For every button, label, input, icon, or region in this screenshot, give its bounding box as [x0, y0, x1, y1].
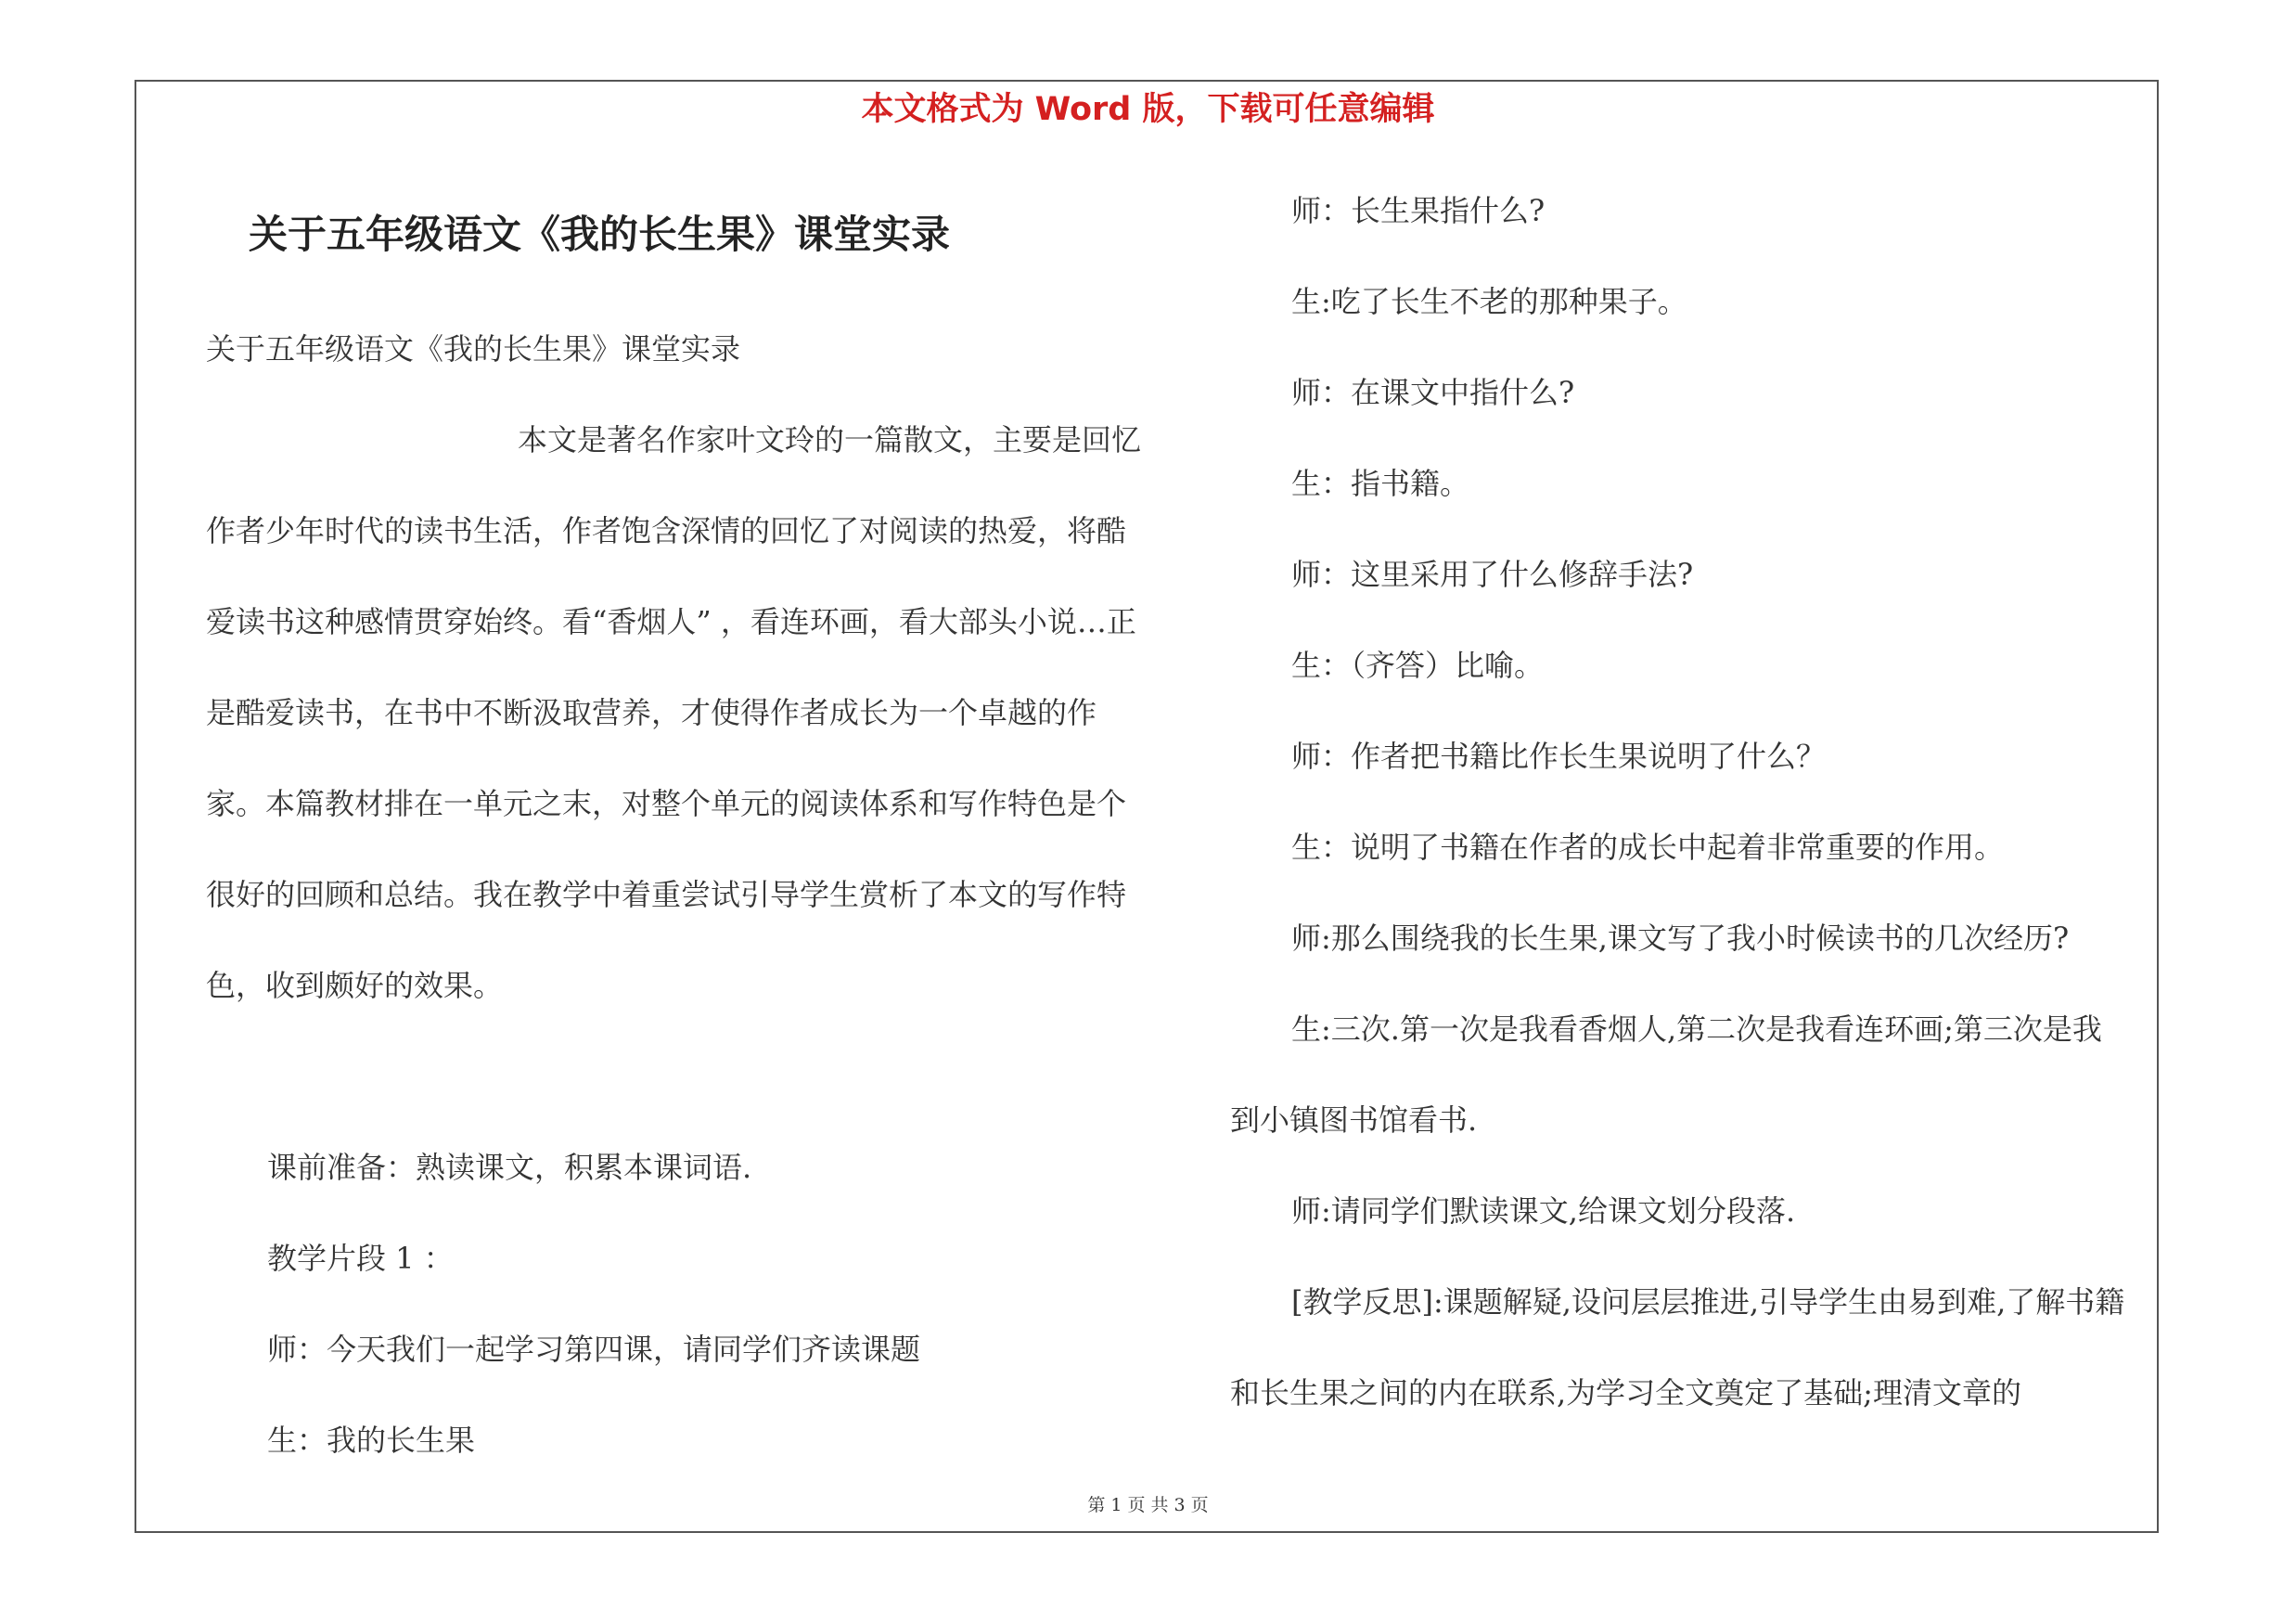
dialogue-line: 生：（齐答）比喻。 — [1291, 648, 1545, 683]
dialogue-line: 师:那么围绕我的长生果,课文写了我小时候读书的几次经历? — [1291, 921, 2070, 956]
format-banner: 本文格式为 Word 版，下载可任意编辑 — [861, 91, 1435, 128]
subtitle: 关于五年级语文《我的长生果》课堂实录 — [206, 331, 741, 367]
left-column — [206, 303, 1143, 1486]
dialogue-line: 师:请同学们默读课文,给课文划分段落. — [1291, 1193, 1796, 1229]
page-number: 第 1 页 共 3 页 — [1087, 1495, 1209, 1515]
dialogue-line: 师：今天我们一起学习第四课，请同学们齐读课题 — [267, 1332, 921, 1367]
intro-paragraph: 本文是著名作家叶文玲的一篇散文，主要是回忆作者少年时代的读书生活，作者饱含深情的回忆了对阅读的热爱，将酷爱读书这种感情贯穿始终。看“香烟人” ，看连环画，看大部头小说…正是酷爱读书，在书中不断汲取营养，才使得作者成长为一个卓越的作家。本篇教材排在一单元之末，对整个单元的阅读体系和写作特色是个很好的回顾和总结。我在教学中着重尝试引导学生赏析了本文的写作特色，收到颇好的效果。 — [206, 422, 1142, 1003]
dialogue-line: 生:三次.第一次是我看香烟人,第二次是我看连环画;第三次是我到小镇图书馆看书. — [1230, 1011, 2102, 1138]
dialogue-line: 师：作者把书籍比作长生果说明了什么？ — [1291, 739, 1827, 774]
document-title: 关于五年级语文《我的长生果》课堂实录 — [249, 212, 951, 257]
dialogue-line: 生：说明了书籍在作者的成长中起着非常重要的作用。 — [1291, 830, 2005, 865]
dialogue-line: 师：在课文中指什么? — [1291, 375, 1575, 410]
reflection-paragraph: [教学反思]:课题解疑,设问层层推进,引导学生由易到难,了解书籍和长生果之间的内在联系,为学习全文奠定了基础;理清文章的 — [1230, 1284, 2125, 1410]
dialogue-line: 师：长生果指什么? — [1291, 193, 1546, 228]
dialogue-line: 生：我的长生果 — [267, 1423, 476, 1458]
blank-line — [206, 1031, 1143, 1122]
dialogue-line: 师：这里采用了什么修辞手法? — [1291, 557, 1694, 592]
right-column — [1230, 165, 2130, 1438]
segment-heading: 教学片段 1 ： — [267, 1241, 454, 1276]
dialogue-line: 生:吃了长生不老的那种果子。 — [1291, 284, 1687, 319]
dialogue-line: 生：指书籍。 — [1291, 466, 1470, 501]
prep-line: 课前准备：熟读课文，积累本课词语. — [267, 1150, 752, 1185]
